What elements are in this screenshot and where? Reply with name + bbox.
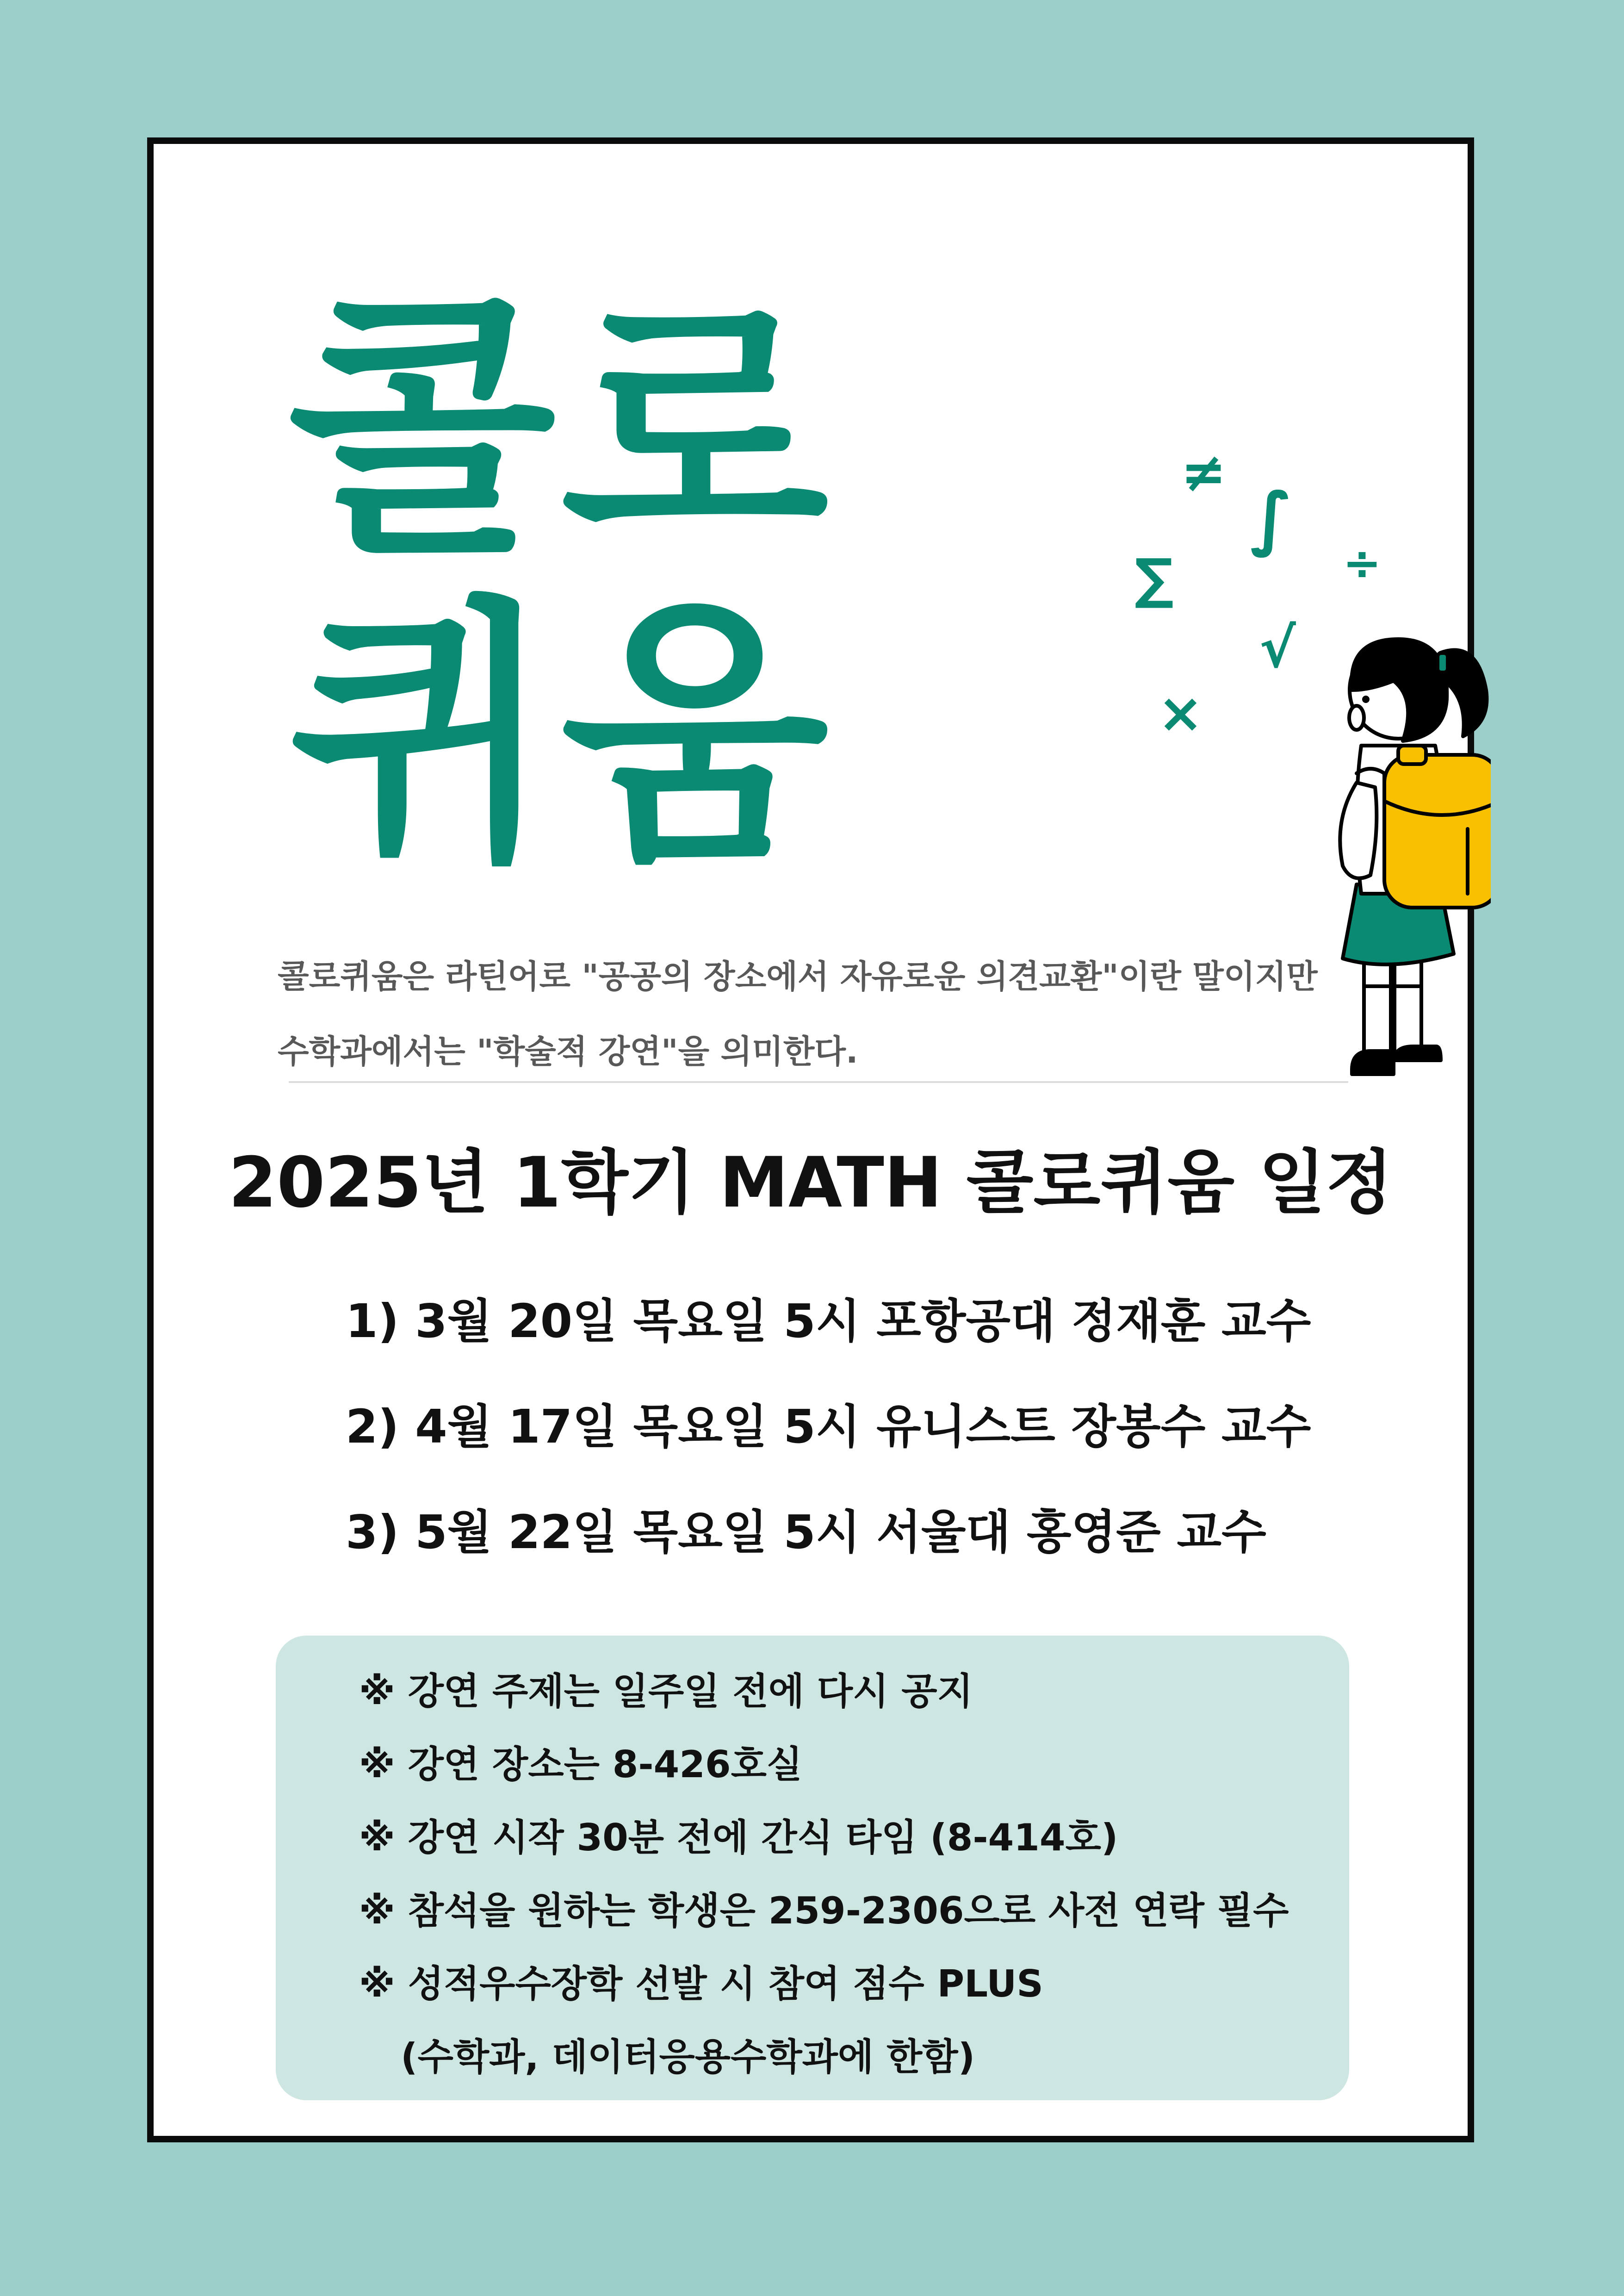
divide-icon: ÷	[1343, 536, 1382, 590]
sum-icon: ∑	[1134, 547, 1174, 610]
hero-title-line-2: 퀴움	[288, 574, 834, 898]
times-icon: ×	[1158, 681, 1203, 745]
note-item: ※ 강연 장소는 8-426호실	[359, 1743, 803, 1786]
note-item: ※ 성적우수장학 선발 시 참여 점수 PLUS	[359, 1962, 1043, 2005]
hero-title-line-1: 콜로	[288, 269, 834, 592]
schedule-title: 2025년 1학기 MATH 콜로퀴움 일정	[228, 1143, 1393, 1223]
sqrt-icon: √	[1259, 616, 1296, 680]
integral-icon: ∫	[1250, 478, 1293, 559]
note-item-sub: (수학과, 데이터응용수학과에 한함)	[401, 2035, 975, 2078]
note-item: ※ 강연 주제는 일주일 전에 다시 공지	[359, 1670, 973, 1713]
description-line-1: 콜로퀴움은 라틴어로 "공공의 장소에서 자유로운 의견교환"이란 말이지만	[278, 958, 1318, 996]
schedule-list	[346, 1269, 1311, 1585]
schedule-item: 3) 5월 22일 목요일 5시 서울대 홍영준 교수	[346, 1505, 1266, 1559]
poster-card	[147, 137, 1474, 2142]
hero-title	[288, 269, 834, 898]
schedule-item: 1) 3월 20일 목요일 5시 포항공대 정재훈 교수	[346, 1294, 1311, 1348]
notes-box	[276, 1636, 1349, 2100]
note-item: ※ 강연 시작 30분 전에 간식 타임 (8-414호)	[359, 1816, 1118, 1859]
notes-list	[276, 1655, 1349, 2094]
description	[278, 939, 1388, 1089]
schedule-item: 2) 4월 17일 목요일 5시 유니스트 장봉수 교수	[346, 1400, 1311, 1454]
note-item: ※ 참석을 원하는 학생은 259-2306으로 사전 연락 필수	[359, 1889, 1289, 1932]
divider	[289, 1081, 1348, 1083]
description-line-2: 수학과에서는 "학술적 강연"을 의미한다.	[278, 1033, 858, 1070]
not-equal-icon: ≠	[1181, 440, 1227, 504]
